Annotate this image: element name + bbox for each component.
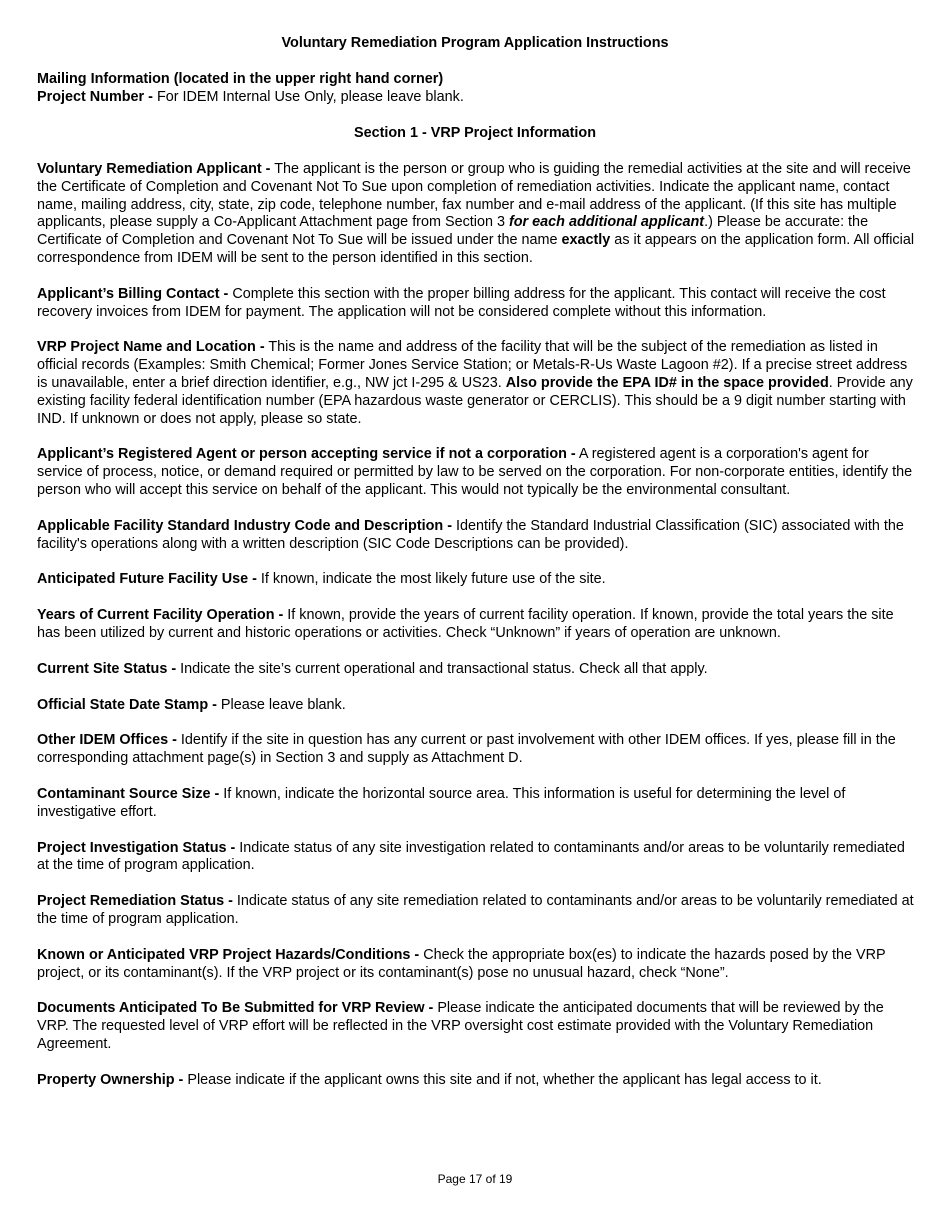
agent-paragraph [37, 446, 917, 499]
page-title: Voluntary Remediation Program Application Instructions [281, 35, 669, 51]
future-use-paragraph [37, 571, 917, 589]
other-offices-label: Other IDEM Offices - [37, 732, 177, 749]
project-number-label: Project Number - [37, 88, 153, 105]
investigation-label: Project Investigation Status - [37, 839, 236, 856]
years-paragraph [37, 607, 917, 643]
ownership-label: Property Ownership - [37, 1071, 184, 1088]
page-number-footer: Page 17 of 19 [437, 1172, 513, 1186]
applicant-text-1: The applicant is the person or group who is guiding the remedial activities at the site and will receive the Certificate of Completion and Covenant Not To Sue upon completion of remediation activities. Indicate the applicant name, contact name, mailing address, city, state, zip code, telephone number, fax number and e-mail address of the applicant. (If this site has multiple applicants, please supply a Co-Applicant Attachment page from Section 3 [37, 161, 911, 231]
date-stamp-text: Please leave blank. [216, 696, 346, 713]
hazards-label: Known or Anticipated VRP Project Hazards/Conditions - [37, 946, 420, 963]
project-name-text-1: This is the name and address of the facility that will be the subject of the remediation as listed in official records (Examples: Smith Chemical; Former Jones Service Station; or Metals-R-Us Waste Lagoon #2). If a precise street address is unavailable, enter a brief direction identifier, e.g., NW jct I-295 & US23. [37, 339, 908, 391]
documents-label: Documents Anticipated To Be Submitted for VRP Review - [37, 1000, 434, 1017]
project-name-text-2: . Provide any existing facility federal identification number (EPA hazardous waste generator or CERCLIS). This should be a 9 digit number starting with IND. If unknown or does not apply, please so state. [37, 374, 913, 427]
date-stamp-label: Official State Date Stamp - [37, 696, 217, 713]
applicant-text-2: .) Please be accurate: the Certificate of Completion and Covenant Not To Sue will be issued under the name [37, 214, 869, 249]
project-name-bold: Also provide the EPA ID# in the space provided [505, 374, 829, 391]
project-number-text: For IDEM Internal Use Only, please leave blank. [152, 88, 464, 105]
remediation-text: Indicate status of any site remediation related to contaminants and/or areas to be voluntarily remediated at the time of program application. [37, 893, 914, 927]
investigation-text: Indicate status of any site investigation related to contaminants and/or areas to be voluntarily remediated at the time of program application. [37, 839, 905, 874]
instructions-content [37, 161, 917, 1107]
investigation-paragraph [37, 840, 917, 876]
future-use-label: Anticipated Future Facility Use - [37, 571, 257, 588]
years-text: If known, provide the years of current facility operation. If known, provide the total years the site has been utilized by current and historic operations or activities. Check “Unknown” if years of operation are unknown. [37, 607, 894, 641]
billing-text: Complete this section with the proper billing address for the applicant. This contact will receive the cost recovery invoices from IDEM for payment. The application will not be considered complete without this information. [37, 285, 886, 320]
section-1-title: Section 1 - VRP Project Information [353, 125, 597, 141]
ownership-paragraph [37, 1072, 917, 1090]
source-size-label: Contaminant Source Size - [37, 785, 220, 802]
documents-paragraph [37, 1000, 917, 1053]
applicant-text-3: as it appears on the application form. All official correspondence from IDEM will be sent to the person identified in this section. [37, 232, 915, 266]
mailing-heading: Mailing Information (located in the upper right hand corner) [37, 71, 444, 87]
remediation-paragraph [37, 893, 917, 929]
site-status-label: Current Site Status - [37, 660, 177, 677]
site-status-text: Indicate the site’s current operational and transactional status. Check all that apply. [176, 660, 708, 677]
other-offices-text: Identify if the site in question has any current or past involvement with other IDEM offices. If yes, please fill in the corresponding attachment page(s) in Section 3 and supply as Attachment D. [37, 732, 896, 767]
billing-label: Applicant’s Billing Contact - [37, 285, 229, 302]
site-status-paragraph [37, 661, 917, 679]
applicant-emphasis: for each additional applicant [508, 214, 705, 231]
hazards-paragraph [37, 947, 917, 983]
ownership-text: Please indicate if the applicant owns this site and if not, whether the applicant has legal access to it. [183, 1071, 822, 1088]
project-name-paragraph [37, 339, 917, 428]
applicant-paragraph [37, 161, 917, 268]
mailing-information [37, 71, 917, 107]
date-stamp-paragraph [37, 697, 917, 715]
project-number-line [37, 89, 917, 107]
sic-paragraph [37, 518, 917, 554]
applicant-label: Voluntary Remediation Applicant - [37, 161, 271, 177]
project-name-label: VRP Project Name and Location - [37, 339, 265, 356]
documents-text: Please indicate the anticipated documents that will be reviewed by the VRP. The requested level of VRP effort will be reflected in the VRP oversight cost estimate provided with the Voluntary Remediation Agreement. [37, 1000, 884, 1052]
agent-text: A registered agent is a corporation's agent for service of process, notice, or demand required or permitted by law to be served on the corporation. For non-corporate entities, identify the person who will accept this service on behalf of the applicant. This would not typically be the environmental consultant. [37, 446, 913, 498]
future-use-text: If known, indicate the most likely future use of the site. [256, 571, 606, 588]
remediation-label: Project Remediation Status - [37, 893, 233, 910]
billing-paragraph [37, 286, 917, 322]
source-size-paragraph [37, 786, 917, 822]
years-label: Years of Current Facility Operation - [37, 607, 284, 624]
source-size-text: If known, indicate the horizontal source area. This information is useful for determining the level of investigative effort. [37, 785, 846, 820]
other-offices-paragraph [37, 732, 917, 768]
hazards-text: Check the appropriate box(es) to indicate the hazards posed by the VRP project, or its contaminant(s). If the VRP project or its contaminant(s) pose no unusual hazard, check “None”. [37, 946, 886, 981]
agent-label: Applicant’s Registered Agent or person accepting service if not a corporation - [37, 446, 576, 463]
applicant-exactly: exactly [561, 232, 611, 249]
sic-text: Identify the Standard Industrial Classification (SIC) associated with the facility's operations along with a written description (SIC Code Descriptions can be provided). [37, 517, 904, 552]
sic-label: Applicable Facility Standard Industry Code and Description - [37, 517, 452, 534]
